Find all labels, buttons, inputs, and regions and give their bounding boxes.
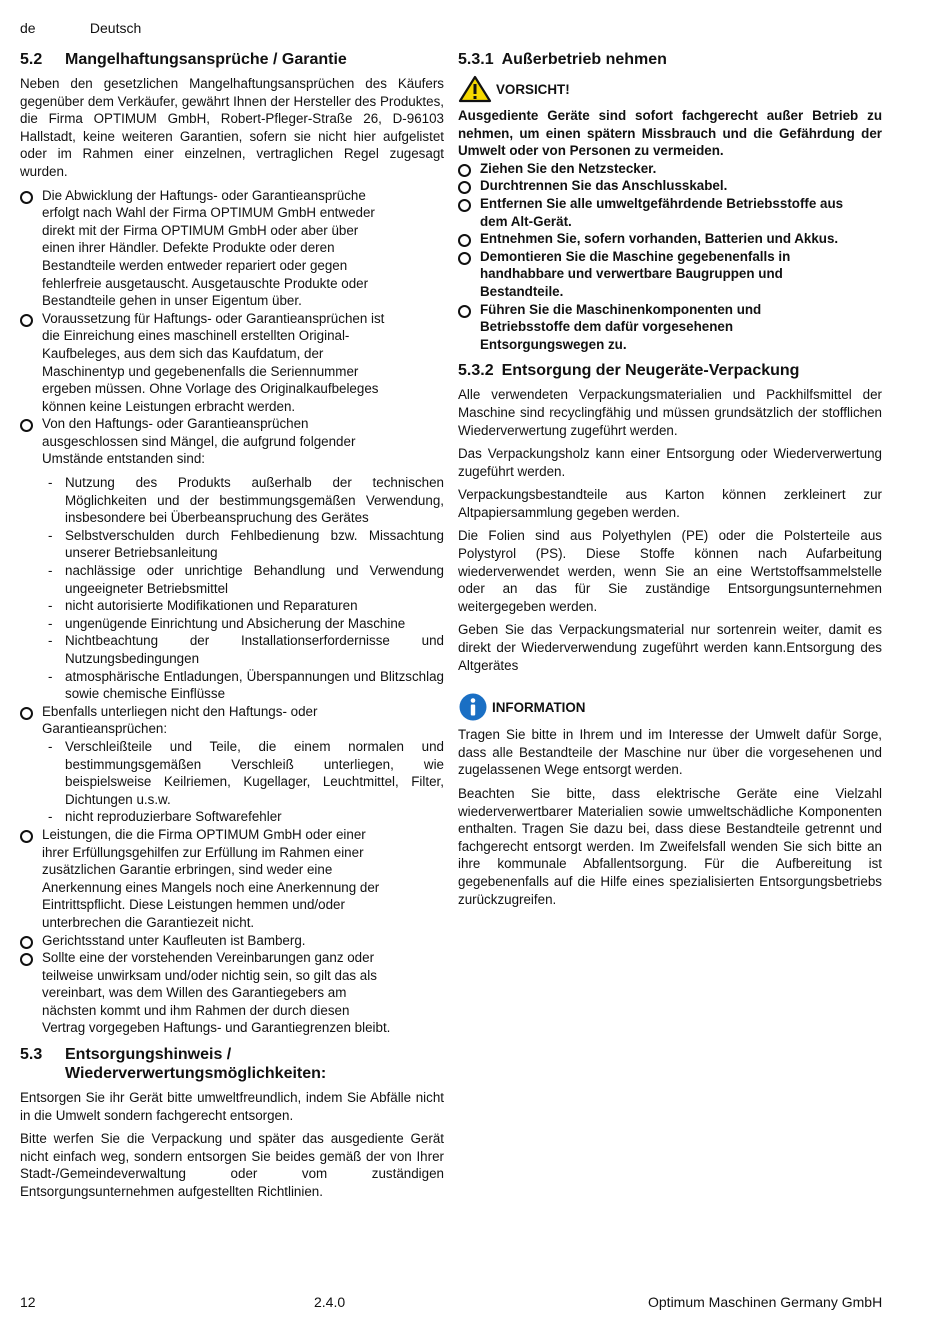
info-callout <box>458 692 882 722</box>
list-item: - ungenügende Einrichtung und Absicherung der Maschine <box>48 615 406 631</box>
list-item: Durchtrennen Sie das Anschlusskabel. <box>458 177 854 195</box>
wear-parts-list <box>42 738 444 826</box>
bullet-ring-icon <box>20 314 33 327</box>
list-item: - nicht autorisierte Modifikationen und Reparaturen <box>48 598 358 614</box>
section-number: 5.3.2 <box>458 362 494 380</box>
caution-text: Ausgediente Geräte sind sofort fachgerecht außer Betrieb zu nehmen, um einen spätern Missbrauch und die Gefährdung der Umwelt oder von Personen zu vermeiden. <box>458 108 882 159</box>
list-item: - Verschleißteile und Teile, die einem normalen und bestimmungsgemäßen Verschleiß unterliegen, wie beispielsweise Keilriemen, Kugellager, Leuchtmittel, Filter, Dichtungen u.s.w. <box>48 738 444 807</box>
list-item: Demontieren Sie die Maschine gegebenenfalls in handhabbare und verwertbare Baugruppen und Bestandteile. <box>458 248 854 301</box>
packaging-text-2: Das Verpackungsholz kann einer Entsorgung oder Wiederverwertung zugeführt werden. <box>458 446 882 479</box>
bullet-ring-icon <box>20 936 33 949</box>
page-header <box>20 20 141 36</box>
warning-triangle-icon <box>458 75 492 103</box>
left-column <box>20 48 444 1207</box>
document-version: 2.4.0 <box>314 1294 346 1310</box>
section-number: 5.2 <box>20 51 43 68</box>
bullet-ring-icon <box>458 199 471 212</box>
section-5-2-heading <box>20 50 444 69</box>
bullet-ring-icon <box>458 181 471 194</box>
list-item: Entnehmen Sie, sofern vorhanden, Batterien und Akkus. <box>458 230 854 248</box>
company-name: Optimum Maschinen Germany GmbH <box>648 1294 883 1310</box>
page-number: 12 <box>20 1294 36 1310</box>
section-5-3-2-heading <box>458 361 882 380</box>
info-text: Tragen Sie bitte in Ihrem und im Interesse der Umwelt dafür Sorge, dass alle Bestandteile der Maschine nur über die vorgesehenen und zugelassenen Wege entsorgt werden. <box>458 727 882 778</box>
info-circle-icon <box>458 692 488 722</box>
bullet-ring-icon <box>20 419 33 432</box>
list-item: - Nutzung des Produkts außerhalb der technischen Möglichkeiten und der bestimmungsgemäßen Verwendung, insbesondere bei Überbeanspruchung des Gerätes <box>48 475 444 526</box>
warranty-intro: Neben den gesetzlichen Mangelhaftungsansprüchen des Käufers gegenüber dem Verkäufer, gewährt Ihnen der Hersteller des Produktes, die Firma OPTIMUM GmbH, Robert-Pfleger-Straße 26, D-96103 Hallstadt, keine weiteren Garantien, sofern sie nicht hier aufgelistet oder im Rahmen einer einzelnen, vertraglichen Regel zugesagt wurden. <box>20 76 444 179</box>
list-item: - atmosphärische Entladungen, Überspannungen und Blitzschlag sowie chemische Einflüsse <box>48 668 444 702</box>
info-label: INFORMATION <box>492 699 586 715</box>
section-title: Außerbetrieb nehmen <box>501 51 667 68</box>
list-item: - Nichtbeachtung der Installationserfordernisse und Nutzungsbedingungen <box>48 633 444 666</box>
warranty-list-2 <box>20 703 444 738</box>
bullet-ring-icon <box>20 191 33 204</box>
language-name: Deutsch <box>89 20 142 36</box>
bullet-ring-icon <box>458 164 471 177</box>
electrical-disposal-text: Beachten Sie bitte, dass elektrische Geräte eine Vielzahl wiederverwertbarer Materialien sowie umweltschädliche Komponenten enthalten. Tragen Sie dazu bei, dass diese Bestandteile getrennt und fachgerecht entsorgt werden. Im Zweifelsfall wenden Sie sich bitte an ihre kommunale Abfallentsorgung. Für die Aufbereitung ist gegebenenfalls auf die Hilfe eines spezialisierten Entsorgungsbetriebs zurückzugreifen. <box>458 786 882 907</box>
packaging-text-1: Alle verwendeten Verpackungsmaterialien und Packhilfsmittel der Maschine sind recyclingfähig und müssen grundsätzlich der stofflichen Wiederverwertung zugeführt werden. <box>458 387 882 438</box>
list-item: Führen Sie die Maschinenkomponenten und Betriebsstoffe dem dafür vorgesehenen Entsorgungswegen zu. <box>458 301 854 354</box>
list-item: Ebenfalls unterliegen nicht den Haftungs- oder Garantieansprüchen: <box>20 703 392 738</box>
list-item: - nicht reproduzierbare Softwarefehler <box>48 809 282 825</box>
list-item: Die Abwicklung der Haftungs- oder Garantieansprüche erfolgt nach Wahl der Firma OPTIMUM GmbH entweder direkt mit der Firma OPTIMUM GmbH oder aber über einen ihrer Händler. Defekte Produkte oder deren Bestandteile werden entweder repariert oder gegen fehlerfreie ausgetauscht. Ausgetauschte Produkte oder Bestandteile gehen in unser Eigentum über. <box>20 187 392 310</box>
packaging-text-4: Die Folien sind aus Polyethylen (PE) oder die Polsterteile aus Polystyrol (PS). Diese Stoffe können nach Aufarbeitung wiederverwendet werden, wenn Sie an eine Wertstoffsammelstelle oder an das für Sie zuständige Entsorgungsunternehmen weitergegeben werden. <box>458 528 882 614</box>
disposal-text: Bitte werfen Sie die Verpackung und später das ausgediente Gerät nicht einfach weg, sondern entsorgen Sie beides gemäß der von Ihrer Stadt-/Gemeindeverwaltung oder vom zuständigen Entsorgungsunternehmen aufgestellten Richtlinien. <box>20 1131 444 1200</box>
bullet-ring-icon <box>458 305 471 318</box>
packaging-text-3: Verpackungsbestandteile aus Karton können zerkleinert zur Altpapiersammlung gegeben werden. <box>458 487 882 520</box>
section-5-3-1-heading <box>458 50 882 69</box>
warranty-list-3 <box>20 826 444 1037</box>
bullet-ring-icon <box>20 707 33 720</box>
section-title: Mangelhaftungsansprüche / Garantie <box>65 51 347 68</box>
warranty-list <box>20 187 444 469</box>
list-item: - nachlässige oder unrichtige Behandlung und Verwendung ungeeigneter Betriebsmittel <box>48 563 444 596</box>
list-item: Ziehen Sie den Netzstecker. <box>458 160 854 178</box>
caution-callout <box>458 75 882 103</box>
list-item: Sollte eine der vorstehenden Vereinbarungen ganz oder teilweise unwirksam und/oder nichtig sein, so gilt das als vereinbart, was dem Willen des Garantiegebers am nächsten kommt und ihm Rahmen der durch diesen Vertrag vorgegeben Haftungs- und Garantiegrenzen bleibt. <box>20 949 392 1037</box>
bullet-ring-icon <box>458 252 471 265</box>
bullet-ring-icon <box>20 953 33 966</box>
right-column <box>458 48 882 914</box>
bullet-ring-icon <box>20 830 33 843</box>
list-item: Gerichtsstand unter Kaufleuten ist Bamberg. <box>20 932 392 950</box>
decommission-steps <box>458 160 882 354</box>
section-title: Entsorgungshinweis / Wiederverwertungsmöglichkeiten: <box>65 1046 327 1083</box>
caution-label: VORSICHT! <box>496 81 570 97</box>
list-item: Entfernen Sie alle umweltgefährdende Betriebsstoffe aus dem Alt-Gerät. <box>458 195 854 230</box>
section-number: 5.3.1 <box>458 51 494 68</box>
packaging-text-5: Geben Sie das Verpackungsmaterial nur sortenrein weiter, damit es direkt der Wiederverwendung zugeführt werden kann.Entsorgung des Altgerätes <box>458 622 882 673</box>
section-5-3-heading <box>20 1045 444 1083</box>
list-item: Leistungen, die die Firma OPTIMUM GmbH oder einer ihrer Erfüllungsgehilfen zur Erfüllung im Rahmen einer zusätzlichen Garantie erbringen, sind weder eine Anerkennung eines Mangels noch eine Anerkennung der Eintrittspflicht. Diese Leistungen hemmen und/oder unterbrechen die Garantiezeit nicht. <box>20 826 392 932</box>
section-title: Entsorgung der Neugeräte-Verpackung <box>501 362 800 380</box>
bullet-ring-icon <box>458 234 471 247</box>
section-number: 5.3 <box>20 1046 43 1064</box>
list-item: - Selbstverschulden durch Fehlbedienung bzw. Missachtung unserer Betriebsanleitung <box>48 527 444 561</box>
language-code: de <box>20 20 36 36</box>
list-item: Von den Haftungs- oder Garantieansprüchen ausgeschlossen sind Mängel, die aufgrund folgender Umstände entstanden sind: <box>20 415 392 468</box>
list-item: Voraussetzung für Haftungs- oder Garantieansprüchen ist die Einreichung eines maschinell erstellten Original-Kaufbeleges, aus dem sich das Kaufdatum, der Maschinentyp und gegebenenfalls die Seriennummer ergeben müssen. Ohne Vorlage des Originalkaufbeleges können keine Leistungen erbracht werden. <box>20 310 392 416</box>
disposal-intro: Entsorgen Sie ihr Gerät bitte umweltfreundlich, indem Sie Abfälle nicht in die Umwelt sondern fachgerecht entsorgen. <box>20 1090 444 1123</box>
exclusions-list <box>42 474 444 703</box>
